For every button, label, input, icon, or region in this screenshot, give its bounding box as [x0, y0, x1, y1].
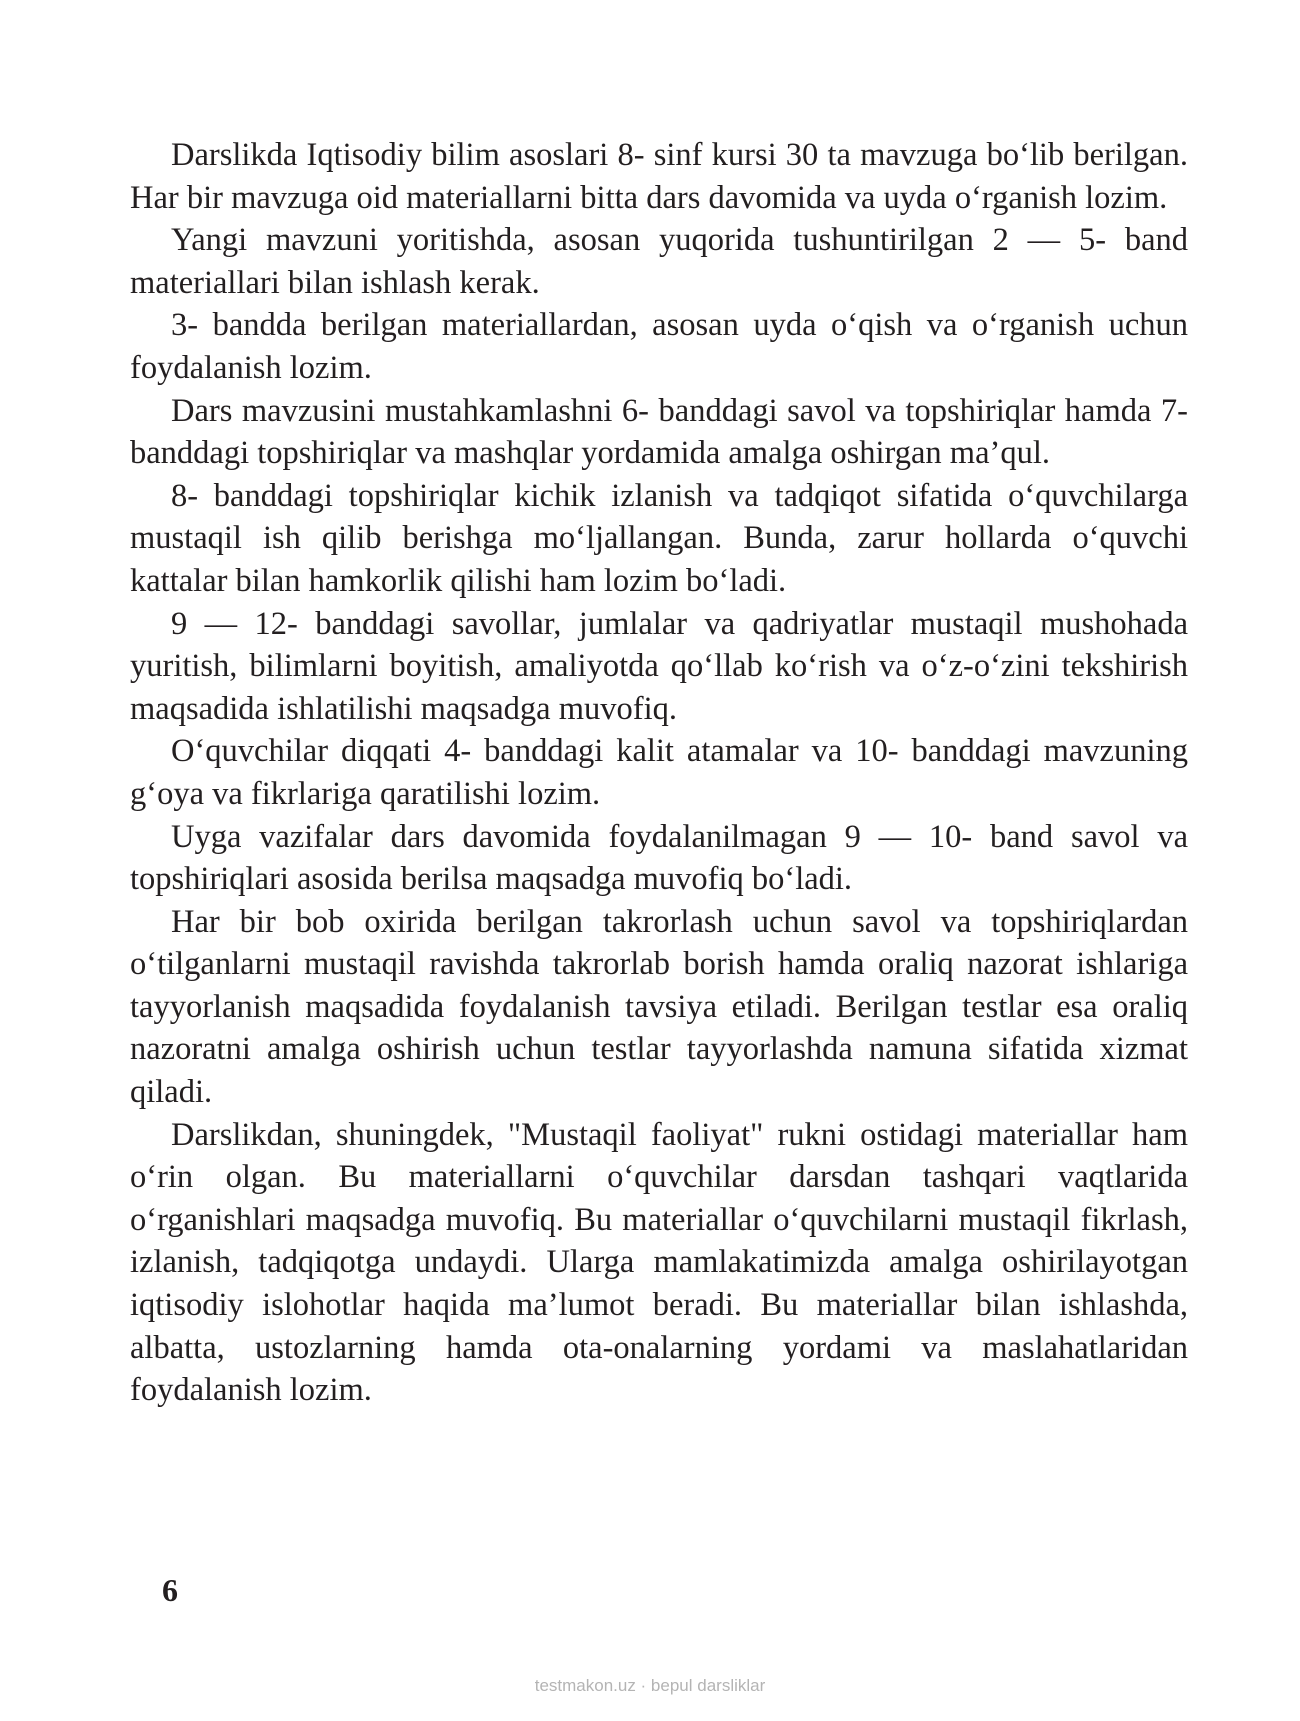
paragraph-2: Yangi mavzuni yoritishda, asosan yuqorida tushuntirilgan 2 — 5- band materiallari bilan ishlash kerak.: [130, 222, 1188, 301]
paragraph-1: Darslikda Iqtisodiy bilim asoslari 8- sinf kursi 30 ta mavzuga bo‘lib berilgan. Har bir mavzuga oid materiallarni bitta dars davomida va uyda o‘rganish lozim.: [130, 137, 1188, 216]
page-body: [130, 134, 1188, 1412]
paragraph-7: O‘quvchilar diqqati 4- banddagi kalit atamalar va 10- banddagi mavzuning g‘oya va fikrlariga qaratilishi lozim.: [130, 733, 1188, 812]
paragraph-8: Uyga vazifalar dars davomida foydalanilmagan 9 — 10- band savol va topshiriqlari asosida berilsa maqsadga muvofiq bo‘ladi.: [130, 818, 1188, 898]
paragraph-3: 3- bandda berilgan materiallardan, asosan uyda o‘qish va o‘rganish uchun foydalanish lozim.: [130, 307, 1188, 386]
paragraph-4: Dars mavzusini mustahkamlashni 6- banddagi savol va topshiriqlar hamda 7- banddagi topshiriqlar va mashqlar yordamida amalga oshirgan ma’qul.: [130, 392, 1188, 472]
watermark: testmakon.uz · bepul darsliklar: [534, 1676, 766, 1695]
paragraph-5: 8- banddagi topshiriqlar kichik izlanish va tadqiqot sifatida o‘quvchilarga mustaqil ish qilib berishga mo‘ljallangan. Bunda, zarur hollarda o‘quvchi kattalar bilan hamkorlik qilishi ham lozim bo‘ladi.: [130, 477, 1188, 599]
paragraph-6: 9 — 12- banddagi savollar, jumlalar va qadriyatlar mustaqil mushohada yuritish, bilimlarni boyitish, amaliyotda qo‘llab ko‘rish va o‘z-o‘zini tekshirish maqsadida ishlatilishi maqsadga muvofiq.: [130, 605, 1188, 727]
paragraph-9: Har bir bob oxirida berilgan takrorlash uchun savol va topshiriqlardan o‘tilganlarni mustaqil ravishda takrorlab borish hamda oraliq nazorat ishlariga tayyorlanish maqsadida foydalanish tavsiya etiladi. Berilgan testlar esa oraliq nazoratni amalga oshirish uchun testlar tayyorlashda namuna sifatida xizmat qiladi.: [130, 903, 1188, 1111]
paragraph-10: Darslikdan, shuningdek, "Mustaqil faoliyat" rukni ostidagi materiallar ham o‘rin olgan. Bu materiallarni o‘quvchilar darsdan tashqari vaqtlarida o‘rganishlari maqsadga muvofiq. Bu materiallar o‘quvchilarni mustaqil fikrlash, izlanish, tadqiqotga undaydi. Ularga mamlakatimizda amalga oshirilayotgan iqtisodiy islohotlar haqida ma’lumot beradi. Bu materiallar bilan ishlashda, albatta, ustozlarning hamda ota-onalarning yordami va maslahatlaridan foydalanish lozim.: [130, 1116, 1188, 1409]
page-number: 6: [162, 1572, 178, 1608]
